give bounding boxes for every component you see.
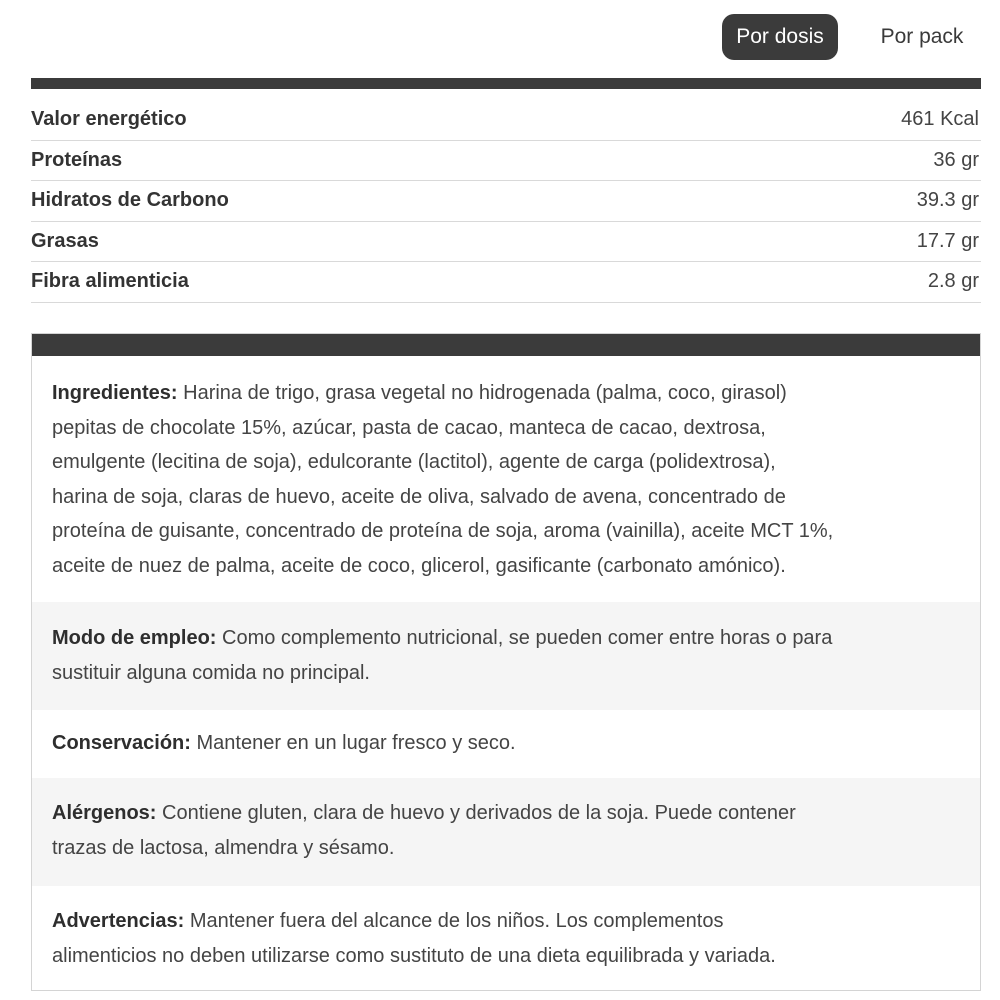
- allergens-label: Alérgenos:: [52, 802, 157, 824]
- table-row: [31, 181, 981, 222]
- info-line: harina de soja, claras de huevo, aceite de oliva, salvado de avena, concentrado de: [52, 485, 786, 508]
- info-line: proteína de guisante, concentrado de proteína de soja, aroma (vainilla), aceite MCT 1%,: [52, 520, 834, 542]
- allergens-section: [32, 778, 980, 886]
- table-row: [31, 100, 981, 141]
- info-line: [52, 376, 960, 411]
- table-row: [31, 222, 981, 263]
- product-info-box: [31, 333, 981, 991]
- info-line: pepitas de chocolate 15%, azúcar, pasta de cacao, manteca de cacao, dextrosa,: [52, 416, 766, 439]
- nutrient-name: Proteínas: [31, 148, 123, 171]
- info-line: [52, 796, 960, 831]
- table-top-rule: [31, 78, 981, 89]
- nutrient-value: 36 gr: [933, 148, 979, 171]
- info-line: emulgente (lecitina de soja), edulcorante (lactitol), agente de carga (polidextrosa),: [52, 451, 776, 473]
- nutrient-name: Valor energético: [31, 108, 187, 130]
- ingredients-text: Harina de trigo, grasa vegetal no hidrogenada (palma, coco, girasol): [177, 382, 787, 404]
- info-line: alimenticios no deben utilizarse como sustituto de una dieta equilibrada y variada.: [52, 944, 776, 967]
- ingredients-section: [32, 356, 980, 602]
- nutrient-value: 2.8 gr: [927, 270, 979, 293]
- storage-text: Mantener en un lugar fresco y seco.: [190, 732, 516, 754]
- info-line: sustituir alguna comida no principal.: [52, 661, 370, 684]
- nutrient-value: 17.7 gr: [916, 229, 979, 252]
- nutrient-value: 39.3 gr: [916, 189, 979, 212]
- info-line: [52, 904, 960, 939]
- ingredients-label: Ingredientes:: [52, 382, 178, 404]
- warnings-label: Advertencias:: [52, 910, 185, 932]
- usage-text: Como complemento nutricional, se pueden comer entre horas o para: [216, 627, 833, 649]
- info-line: [52, 621, 960, 656]
- por-dosis-button[interactable]: Por dosis: [722, 14, 838, 60]
- nutrition-table: [31, 100, 981, 303]
- nutrient-value: 461 Kcal: [901, 108, 979, 130]
- nutrient-name: Grasas: [31, 229, 99, 252]
- info-line: [52, 726, 960, 761]
- nutrient-name: Fibra alimenticia: [31, 270, 189, 293]
- allergens-text: Contiene gluten, clara de huevo y derivados de la soja. Puede contener: [156, 802, 796, 824]
- warnings-text: Mantener fuera del alcance de los niños. Los complementos: [184, 910, 724, 932]
- nutrient-name: Hidratos de Carbono: [31, 189, 229, 212]
- warnings-section: [32, 886, 980, 990]
- storage-label: Conservación:: [52, 732, 191, 754]
- info-line: trazas de lactosa, almendra y sésamo.: [52, 836, 395, 859]
- storage-section: [32, 710, 980, 778]
- table-row: [31, 141, 981, 182]
- info-header-bar: [32, 334, 980, 356]
- dose-toggle: [720, 14, 982, 60]
- info-line: aceite de nuez de palma, aceite de coco, glicerol, gasificante (carbonato amónico).: [52, 554, 786, 577]
- por-pack-button[interactable]: Por pack: [880, 25, 964, 48]
- usage-label: Modo de empleo:: [52, 627, 217, 649]
- table-row: [31, 262, 981, 303]
- usage-section: [32, 602, 980, 710]
